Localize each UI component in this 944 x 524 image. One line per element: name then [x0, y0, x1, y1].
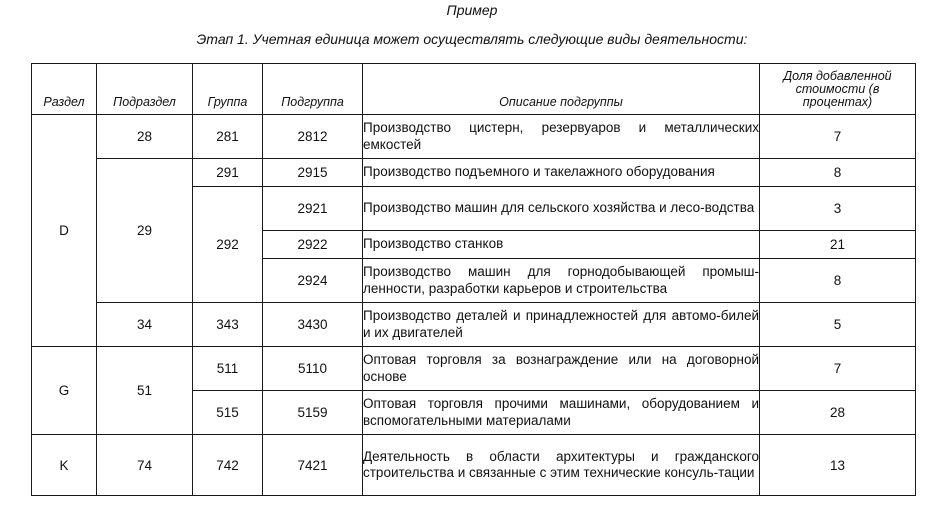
subgroup-cell: 2924 [263, 259, 363, 303]
table-row [32, 435, 916, 496]
description-cell: Оптовая торговля прочими машинами, оборудованием и вспомогательными материалами [363, 391, 760, 435]
description-cell: Оптовая торговля за вознаграждение или на договорной основе [363, 347, 760, 391]
subsection-cell: 28 [97, 115, 193, 159]
share-cell: 21 [760, 231, 916, 259]
subgroup-cell: 3430 [263, 303, 363, 347]
subgroup-cell: 2922 [263, 231, 363, 259]
share-cell: 3 [760, 187, 916, 231]
group-cell: 291 [193, 159, 263, 187]
stage-subtitle: Этап 1. Учетная единица может осуществлять следующие виды деятельности: [196, 31, 748, 47]
share-cell: 5 [760, 303, 916, 347]
group-cell: 511 [193, 347, 263, 391]
activities-table [31, 63, 916, 496]
share-cell: 7 [760, 347, 916, 391]
description-cell: Производство машин для горнодобывающей промыш-ленности, разработки карьеров и строительства [363, 259, 760, 303]
subgroup-cell: 2921 [263, 187, 363, 231]
group-cell: 343 [193, 303, 263, 347]
subsection-cell: 29 [97, 159, 193, 303]
subgroup-cell: 2915 [263, 159, 363, 187]
header-section: Раздел [32, 64, 97, 115]
header-subgroup: Подгруппа [263, 64, 363, 115]
subsection-cell: 74 [97, 435, 193, 496]
header-description: Описание подгруппы [363, 64, 760, 115]
description-cell: Производство подъемного и такелажного оборудования [363, 159, 760, 187]
header-group: Группа [193, 64, 263, 115]
description-cell: Производство деталей и принадлежностей для автомо-билей и их двигателей [363, 303, 760, 347]
section-cell: K [32, 435, 97, 496]
description-cell: Производство цистерн, резервуаров и металлических емкостей [363, 115, 760, 159]
share-cell: 8 [760, 159, 916, 187]
section-cell: D [32, 115, 97, 347]
subgroup-cell: 2812 [263, 115, 363, 159]
example-title: Пример [446, 2, 498, 18]
header-subsection: Подраздел [97, 64, 193, 115]
header-row [32, 64, 916, 115]
section-cell: G [32, 347, 97, 435]
group-cell: 515 [193, 391, 263, 435]
share-cell: 8 [760, 259, 916, 303]
description-cell: Деятельность в области архитектуры и гражданского строительства и связанные с этим технические консуль-тации [363, 435, 760, 496]
subgroup-cell: 7421 [263, 435, 363, 496]
share-cell: 28 [760, 391, 916, 435]
subsection-cell: 34 [97, 303, 193, 347]
group-cell: 742 [193, 435, 263, 496]
group-cell: 281 [193, 115, 263, 159]
share-cell: 7 [760, 115, 916, 159]
description-cell: Производство машин для сельского хозяйства и лесо-водства [363, 187, 760, 231]
share-cell: 13 [760, 435, 916, 496]
subgroup-cell: 5159 [263, 391, 363, 435]
table-row [32, 303, 916, 347]
description-cell: Производство станков [363, 231, 760, 259]
table-row [32, 159, 916, 187]
subsection-cell: 51 [97, 347, 193, 435]
table-row [32, 115, 916, 159]
group-cell: 292 [193, 187, 263, 303]
header-share: Доля добавленной стоимости (в процентах) [760, 64, 916, 115]
table-row [32, 347, 916, 391]
subgroup-cell: 5110 [263, 347, 363, 391]
